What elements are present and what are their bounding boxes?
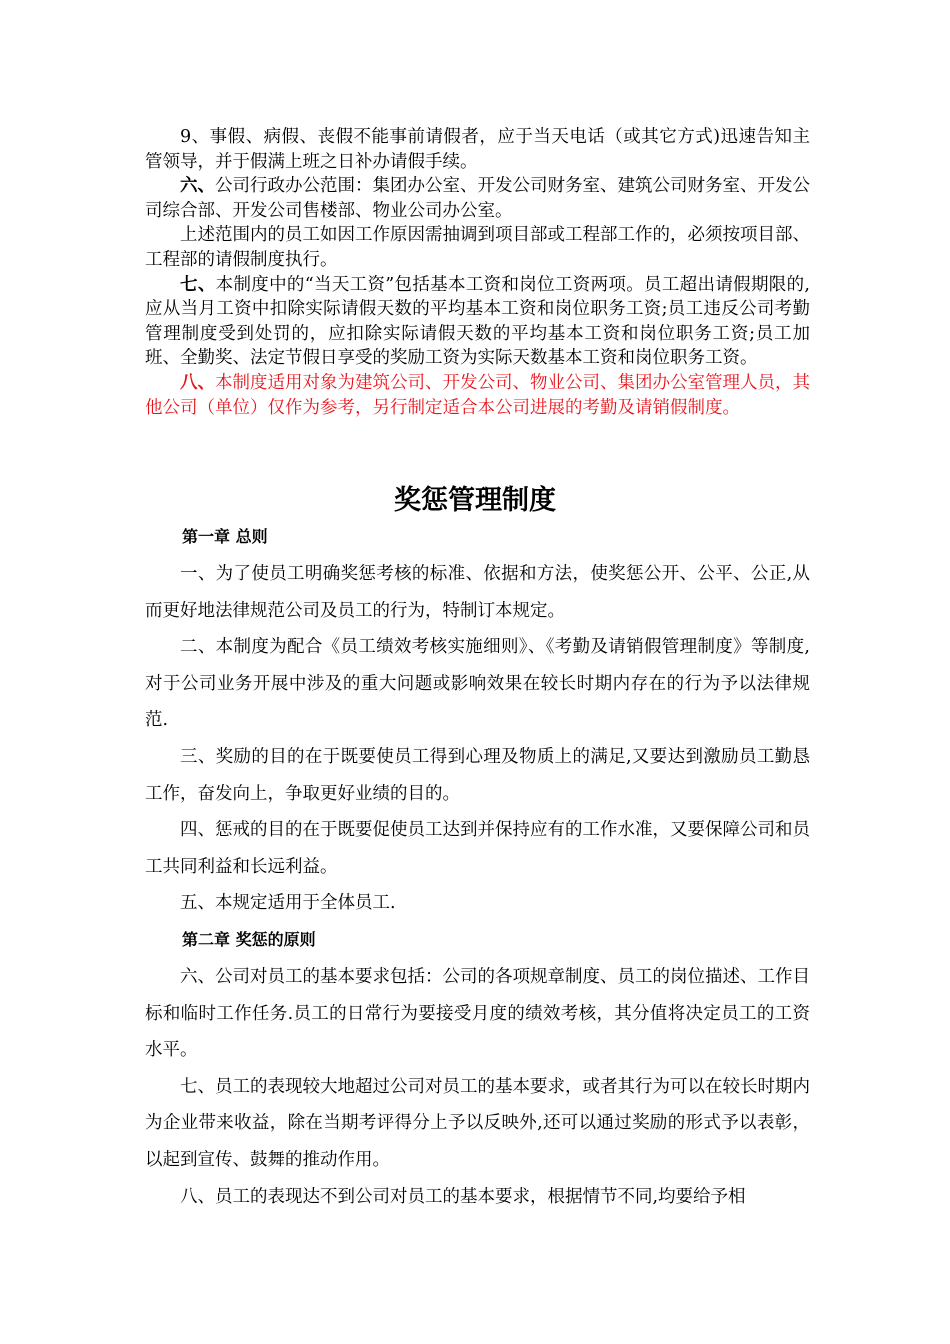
document-title: 奖惩管理制度 — [394, 485, 556, 516]
chapter-1-clause: 一、为了使员工明确奖惩考核的标准、依据和方法，使奖惩公开、公平、公正,从而更好地法律规范公司及员工的行为，特制订本规定。 — [145, 564, 810, 621]
clause-7 — [145, 273, 810, 371]
clause-8-label: 八、 — [180, 372, 215, 393]
clause-6 — [145, 174, 810, 223]
clause-6-text: 公司行政办公范围：集团办公室、开发公司财务室、建筑公司财务室、开发公司综合部、开发公司售楼部、物业公司办公室。 — [145, 176, 810, 221]
chapter-1-clause: 二、本制度为配合《员工绩效考核实施细则》、《考勤及请销假管理制度》等制度,对于公司业务开展中涉及的重大问题或影响效果在较长时期内存在的行为予以法律规范. — [145, 637, 810, 731]
chapter-1-clause: 三、奖励的目的在于既要使员工得到心理及物质上的满足,又要达到激励员工勤恳工作，奋发向上，争取更好业绩的目的。 — [145, 746, 810, 804]
clause-8-text: 本制度适用对象为建筑公司、开发公司、物业公司、集团办公室管理人员，其他公司（单位）仅作为参考，另行制定适合本公司进展的考勤及请销假制度。 — [145, 372, 810, 418]
clause-9: 9、事假、病假、丧假不能事前请假者，应于当天电话（或其它方式)迅速告知主管领导，并于假满上班之日补办请假手续。 — [145, 127, 810, 172]
chapter-1-heading: 第一章 总则 — [182, 527, 268, 546]
chapter-2-clause: 八、员工的表现达不到公司对员工的基本要求，根据情节不同,均要给予相 — [180, 1186, 746, 1207]
chapter-2-clause: 七、员工的表现较大地超过公司对员工的基本要求，或者其行为可以在较长时期内为企业带来收益，除在当期考评得分上予以反映外,还可以通过奖励的形式予以表彰，以起到宣传、鼓舞的推动作用。 — [145, 1076, 810, 1170]
clause-7-label: 七、 — [180, 274, 216, 295]
clause-8 — [145, 371, 810, 420]
clause-6-label: 六、 — [180, 176, 215, 197]
chapter-2-clause: 六、公司对员工的基本要求包括：公司的各项规章制度、员工的岗位描述、工作目标和临时工作任务.员工的日常行为要接受月度的绩效考核，其分值将决定员工的工资水平。 — [145, 967, 810, 1061]
clause-6-note: 上述范围内的员工如因工作原因需抽调到项目部或工程部工作的，必须按项目部、工程部的请假制度执行。 — [145, 225, 810, 270]
chapter-1-body — [145, 556, 810, 922]
chapter-2-body — [145, 959, 810, 1215]
chapter-1-clause: 五、本规定适用于全体员工. — [180, 893, 396, 914]
chapter-1-clause: 四、惩戒的目的在于既要促使员工达到并保持应有的工作水准，又要保障公司和员工共同利益和长远利益。 — [145, 820, 810, 877]
clause-7-text: 本制度中的“当天工资”包括基本工资和岗位工资两项。员工超出请假期限的,应从当月工资中扣除实际请假天数的平均基本工资和岗位职务工资;员工违反公司考勤管理制度受到处罚的，应扣除实际请假天数的平均基本工资和岗位职务工资;员工加班、全勤奖、法定节假日享受的奖励工资为实际天数基本工资和岗位职务工资。 — [145, 274, 810, 369]
chapter-2-heading: 第二章 奖惩的原则 — [182, 930, 316, 949]
attendance-policy-tail — [145, 125, 810, 420]
